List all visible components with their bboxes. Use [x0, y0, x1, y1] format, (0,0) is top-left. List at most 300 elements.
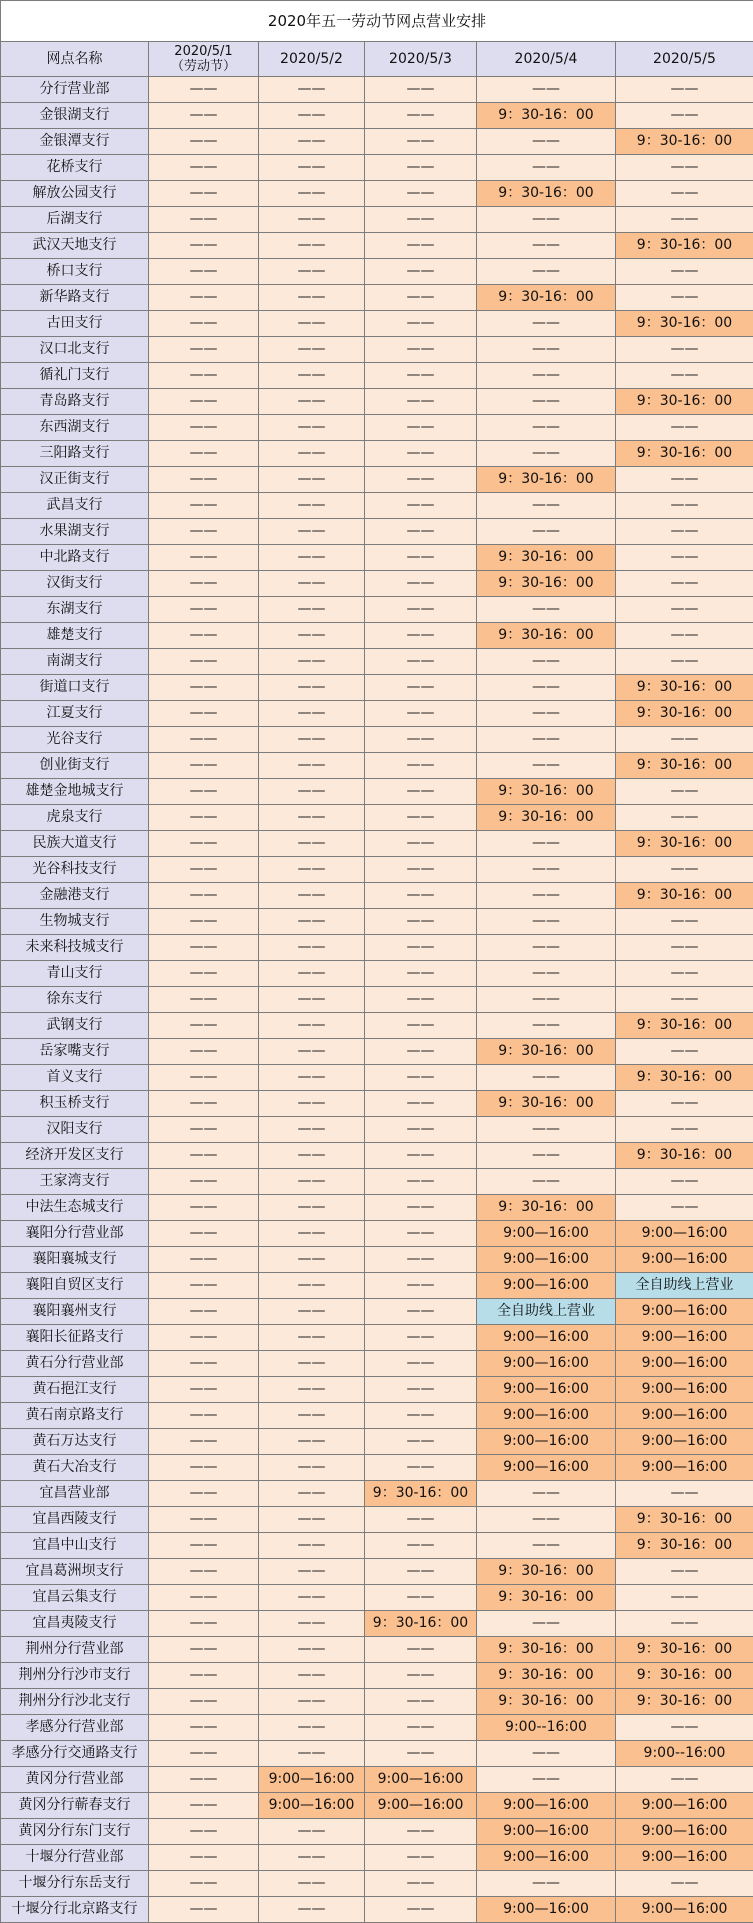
schedule-cell-day-2: —— — [259, 1689, 365, 1715]
table-row — [1, 181, 753, 207]
schedule-cell-day-1: —— — [149, 285, 259, 311]
schedule-cell-day-3: —— — [365, 337, 477, 363]
schedule-cell-day-3: —— — [365, 1117, 477, 1143]
schedule-cell-day-4: 9：30-16：00 — [477, 1637, 616, 1663]
schedule-cell-day-5: 9:00—16:00 — [616, 1377, 753, 1403]
schedule-cell-day-4: —— — [477, 909, 616, 935]
schedule-cell-day-4: —— — [477, 441, 616, 467]
table-row — [1, 311, 753, 337]
schedule-cell-day-2: —— — [259, 1871, 365, 1897]
schedule-cell-day-5: —— — [616, 909, 753, 935]
schedule-cell-day-1: —— — [149, 857, 259, 883]
schedule-cell-day-2: —— — [259, 363, 365, 389]
schedule-cell-day-4: —— — [477, 337, 616, 363]
schedule-cell-day-3: —— — [365, 1325, 477, 1351]
schedule-cell-day-4: —— — [477, 259, 616, 285]
schedule-cell-day-1: —— — [149, 1559, 259, 1585]
schedule-cell-day-3: —— — [365, 155, 477, 181]
table-row — [1, 1715, 753, 1741]
schedule-cell-day-2: —— — [259, 961, 365, 987]
schedule-cell-day-5: 9：30-16：00 — [616, 441, 753, 467]
schedule-cell-day-3: —— — [365, 1429, 477, 1455]
schedule-cell-day-3: —— — [365, 1585, 477, 1611]
schedule-cell-day-1: —— — [149, 181, 259, 207]
table-row — [1, 701, 753, 727]
schedule-cell-day-2: —— — [259, 1611, 365, 1637]
schedule-cell-day-1: —— — [149, 363, 259, 389]
schedule-cell-day-3: —— — [365, 857, 477, 883]
branch-name: 黄冈分行营业部 — [1, 1767, 149, 1793]
schedule-cell-day-3: —— — [365, 493, 477, 519]
schedule-cell-day-4: 9:00—16:00 — [477, 1793, 616, 1819]
schedule-cell-day-1: —— — [149, 311, 259, 337]
table-row — [1, 1793, 753, 1819]
branch-name: 金银湖支行 — [1, 103, 149, 129]
table-row — [1, 259, 753, 285]
schedule-cell-day-4: —— — [477, 701, 616, 727]
schedule-cell-day-5: —— — [616, 961, 753, 987]
title-row — [1, 1, 753, 42]
schedule-cell-day-5: 9：30-16：00 — [616, 675, 753, 701]
schedule-cell-day-1: —— — [149, 1663, 259, 1689]
table-row — [1, 233, 753, 259]
schedule-cell-day-2: —— — [259, 987, 365, 1013]
schedule-cell-day-4: —— — [477, 493, 616, 519]
schedule-cell-day-1: —— — [149, 415, 259, 441]
schedule-cell-day-4: 9:00—16:00 — [477, 1845, 616, 1871]
schedule-cell-day-2: —— — [259, 155, 365, 181]
schedule-cell-day-1: —— — [149, 545, 259, 571]
schedule-cell-day-2: 9:00—16:00 — [259, 1767, 365, 1793]
schedule-cell-day-2: —— — [259, 1637, 365, 1663]
table-row — [1, 129, 753, 155]
schedule-cell-day-4: 9:00—16:00 — [477, 1221, 616, 1247]
schedule-cell-day-1: —— — [149, 649, 259, 675]
schedule-cell-day-3: —— — [365, 519, 477, 545]
branch-name: 岳家嘴支行 — [1, 1039, 149, 1065]
branch-name: 南湖支行 — [1, 649, 149, 675]
schedule-cell-day-2: —— — [259, 1715, 365, 1741]
branch-name: 王家湾支行 — [1, 1169, 149, 1195]
schedule-cell-day-5: —— — [616, 623, 753, 649]
table-row — [1, 1611, 753, 1637]
table-row — [1, 415, 753, 441]
table-row — [1, 831, 753, 857]
schedule-cell-day-3: —— — [365, 129, 477, 155]
schedule-cell-day-5: —— — [616, 1871, 753, 1897]
branch-name: 黄石大冶支行 — [1, 1455, 149, 1481]
schedule-cell-day-5: 9:00—16:00 — [616, 1845, 753, 1871]
schedule-cell-day-3: —— — [365, 987, 477, 1013]
table-row — [1, 1273, 753, 1299]
table-row — [1, 1065, 753, 1091]
branch-name: 水果湖支行 — [1, 519, 149, 545]
schedule-cell-day-4: 9：30-16：00 — [477, 467, 616, 493]
schedule-cell-day-5: —— — [616, 727, 753, 753]
schedule-cell-day-3: —— — [365, 1715, 477, 1741]
header-date-1 — [149, 42, 259, 77]
branch-name: 黄石分行营业部 — [1, 1351, 149, 1377]
table-row — [1, 1143, 753, 1169]
schedule-cell-day-5: —— — [616, 155, 753, 181]
schedule-cell-day-3: —— — [365, 1455, 477, 1481]
schedule-cell-day-4: 9:00—16:00 — [477, 1351, 616, 1377]
schedule-cell-day-2: —— — [259, 649, 365, 675]
schedule-cell-day-3: —— — [365, 181, 477, 207]
schedule-cell-day-3: —— — [365, 623, 477, 649]
schedule-cell-day-3: —— — [365, 1637, 477, 1663]
schedule-cell-day-3: —— — [365, 1663, 477, 1689]
schedule-cell-day-5: 9：30-16：00 — [616, 389, 753, 415]
schedule-cell-day-4: —— — [477, 415, 616, 441]
schedule-cell-day-3: —— — [365, 363, 477, 389]
schedule-cell-day-3: —— — [365, 389, 477, 415]
table-row — [1, 363, 753, 389]
schedule-cell-day-2: —— — [259, 1585, 365, 1611]
branch-name: 黄石万达支行 — [1, 1429, 149, 1455]
schedule-cell-day-5: 9:00—16:00 — [616, 1247, 753, 1273]
branch-name: 民族大道支行 — [1, 831, 149, 857]
schedule-cell-day-2: —— — [259, 1533, 365, 1559]
schedule-cell-day-5: —— — [616, 1481, 753, 1507]
schedule-cell-day-4: —— — [477, 1143, 616, 1169]
schedule-cell-day-2: —— — [259, 1039, 365, 1065]
branch-name: 汉街支行 — [1, 571, 149, 597]
schedule-cell-day-4: 9：30-16：00 — [477, 1585, 616, 1611]
schedule-cell-day-2: —— — [259, 1481, 365, 1507]
schedule-cell-day-4: —— — [477, 1169, 616, 1195]
schedule-cell-day-1: —— — [149, 597, 259, 623]
table-row — [1, 1429, 753, 1455]
branch-name: 金融港支行 — [1, 883, 149, 909]
schedule-cell-day-1: —— — [149, 1455, 259, 1481]
schedule-cell-day-4: —— — [477, 311, 616, 337]
schedule-cell-day-4: 9:00—16:00 — [477, 1247, 616, 1273]
schedule-cell-day-2: —— — [259, 1195, 365, 1221]
branch-name: 宜昌中山支行 — [1, 1533, 149, 1559]
schedule-cell-day-2: —— — [259, 909, 365, 935]
schedule-cell-day-1: —— — [149, 987, 259, 1013]
table-row — [1, 779, 753, 805]
schedule-cell-day-2: —— — [259, 467, 365, 493]
branch-name: 光谷科技支行 — [1, 857, 149, 883]
schedule-cell-day-4: 9:00—16:00 — [477, 1325, 616, 1351]
branch-name: 武昌支行 — [1, 493, 149, 519]
table-row — [1, 1299, 753, 1325]
schedule-cell-day-3: —— — [365, 545, 477, 571]
branch-name: 解放公园支行 — [1, 181, 149, 207]
schedule-cell-day-3: —— — [365, 1897, 477, 1923]
schedule-cell-day-2: —— — [259, 1507, 365, 1533]
schedule-cell-day-3: —— — [365, 1013, 477, 1039]
schedule-cell-day-5: 9:00—16:00 — [616, 1897, 753, 1923]
branch-name: 襄阳自贸区支行 — [1, 1273, 149, 1299]
schedule-cell-day-5: —— — [616, 207, 753, 233]
table-row — [1, 571, 753, 597]
table-row — [1, 1455, 753, 1481]
table-row — [1, 753, 753, 779]
table-row — [1, 675, 753, 701]
schedule-cell-day-5: 9：30-16：00 — [616, 233, 753, 259]
schedule-cell-day-4: 9:00—16:00 — [477, 1273, 616, 1299]
table-row — [1, 207, 753, 233]
table-row — [1, 1169, 753, 1195]
branch-name: 金银潭支行 — [1, 129, 149, 155]
schedule-cell-day-2: —— — [259, 1897, 365, 1923]
schedule-cell-day-4: —— — [477, 1481, 616, 1507]
table-row — [1, 1039, 753, 1065]
table-row — [1, 623, 753, 649]
schedule-cell-day-1: —— — [149, 701, 259, 727]
schedule-cell-day-5: —— — [616, 545, 753, 571]
branch-name: 孝感分行营业部 — [1, 1715, 149, 1741]
schedule-cell-day-4: 9：30-16：00 — [477, 805, 616, 831]
schedule-cell-day-1: —— — [149, 753, 259, 779]
schedule-cell-day-5: 9：30-16：00 — [616, 1143, 753, 1169]
schedule-cell-day-2: —— — [259, 857, 365, 883]
table-row — [1, 103, 753, 129]
schedule-cell-day-2: —— — [259, 1065, 365, 1091]
schedule-cell-day-1: —— — [149, 129, 259, 155]
schedule-cell-day-2: —— — [259, 519, 365, 545]
branch-name: 花桥支行 — [1, 155, 149, 181]
schedule-cell-day-4: 9:00--16:00 — [477, 1715, 616, 1741]
schedule-cell-day-2: —— — [259, 1819, 365, 1845]
schedule-cell-day-3: —— — [365, 1091, 477, 1117]
schedule-cell-day-4: —— — [477, 1533, 616, 1559]
table-row — [1, 909, 753, 935]
schedule-cell-day-3: 9：30-16：00 — [365, 1481, 477, 1507]
branch-name: 黄石南京路支行 — [1, 1403, 149, 1429]
table-row — [1, 467, 753, 493]
schedule-cell-day-1: —— — [149, 1117, 259, 1143]
schedule-cell-day-2: —— — [259, 1013, 365, 1039]
schedule-cell-day-5: 9：30-16：00 — [616, 1637, 753, 1663]
schedule-cell-day-4: —— — [477, 363, 616, 389]
schedule-cell-day-4: 9：30-16：00 — [477, 571, 616, 597]
schedule-cell-day-1: —— — [149, 77, 259, 103]
schedule-cell-day-5: —— — [616, 597, 753, 623]
schedule-cell-day-4: 全自助线上营业 — [477, 1299, 616, 1325]
schedule-cell-day-1: —— — [149, 1351, 259, 1377]
branch-name: 经济开发区支行 — [1, 1143, 149, 1169]
schedule-cell-day-3: —— — [365, 1221, 477, 1247]
table-row — [1, 519, 753, 545]
schedule-cell-day-2: —— — [259, 1325, 365, 1351]
schedule-cell-day-1: —— — [149, 831, 259, 857]
branch-name: 分行营业部 — [1, 77, 149, 103]
schedule-cell-day-5: —— — [616, 493, 753, 519]
schedule-cell-day-1: —— — [149, 571, 259, 597]
schedule-cell-day-1: —— — [149, 1715, 259, 1741]
schedule-cell-day-1: —— — [149, 1247, 259, 1273]
schedule-cell-day-1: —— — [149, 1195, 259, 1221]
table-row — [1, 1741, 753, 1767]
branch-name: 孝感分行交通路支行 — [1, 1741, 149, 1767]
schedule-cell-day-3: —— — [365, 883, 477, 909]
schedule-cell-day-2: —— — [259, 727, 365, 753]
schedule-cell-day-2: —— — [259, 1455, 365, 1481]
schedule-cell-day-1: —— — [149, 1169, 259, 1195]
branch-name: 新华路支行 — [1, 285, 149, 311]
table-row — [1, 1533, 753, 1559]
schedule-cell-day-2: —— — [259, 701, 365, 727]
schedule-cell-day-5: —— — [616, 1169, 753, 1195]
table-row — [1, 805, 753, 831]
schedule-cell-day-4: 9:00—16:00 — [477, 1429, 616, 1455]
schedule-cell-day-4: —— — [477, 597, 616, 623]
schedule-cell-day-5: 9:00—16:00 — [616, 1221, 753, 1247]
schedule-cell-day-3: —— — [365, 571, 477, 597]
schedule-cell-day-5: —— — [616, 77, 753, 103]
schedule-cell-day-5: 9：30-16：00 — [616, 1663, 753, 1689]
schedule-cell-day-5: —— — [616, 363, 753, 389]
table-row — [1, 337, 753, 363]
branch-name: 襄阳襄州支行 — [1, 1299, 149, 1325]
schedule-cell-day-5: 9:00—16:00 — [616, 1793, 753, 1819]
branch-name: 汉阳支行 — [1, 1117, 149, 1143]
schedule-cell-day-2: —— — [259, 1117, 365, 1143]
table-row — [1, 961, 753, 987]
schedule-cell-day-1: —— — [149, 1429, 259, 1455]
table-row — [1, 545, 753, 571]
schedule-cell-day-2: —— — [259, 1741, 365, 1767]
schedule-cell-day-1: —— — [149, 493, 259, 519]
schedule-cell-day-2: —— — [259, 935, 365, 961]
branch-name: 十堰分行东岳支行 — [1, 1871, 149, 1897]
schedule-cell-day-1: —— — [149, 1039, 259, 1065]
schedule-cell-day-2: —— — [259, 1663, 365, 1689]
schedule-cell-day-2: —— — [259, 831, 365, 857]
schedule-cell-day-4: 9：30-16：00 — [477, 181, 616, 207]
branch-name: 宜昌云集支行 — [1, 1585, 149, 1611]
schedule-cell-day-4: 9：30-16：00 — [477, 1195, 616, 1221]
table-row — [1, 597, 753, 623]
branch-name: 宜昌夷陵支行 — [1, 1611, 149, 1637]
branch-name: 桥口支行 — [1, 259, 149, 285]
table-row — [1, 1767, 753, 1793]
schedule-cell-day-5: —— — [616, 181, 753, 207]
schedule-cell-day-1: —— — [149, 961, 259, 987]
table-row — [1, 857, 753, 883]
schedule-cell-day-4: —— — [477, 649, 616, 675]
schedule-cell-day-4: 9：30-16：00 — [477, 1663, 616, 1689]
branch-name: 后湖支行 — [1, 207, 149, 233]
schedule-cell-day-2: —— — [259, 753, 365, 779]
schedule-cell-day-3: —— — [365, 1351, 477, 1377]
schedule-cell-day-4: —— — [477, 961, 616, 987]
schedule-cell-day-4: —— — [477, 883, 616, 909]
schedule-cell-day-3: —— — [365, 103, 477, 129]
schedule-cell-day-3: —— — [365, 1507, 477, 1533]
table-row — [1, 1351, 753, 1377]
schedule-cell-day-2: —— — [259, 545, 365, 571]
schedule-cell-day-1: —— — [149, 1871, 259, 1897]
schedule-cell-day-5: —— — [616, 1195, 753, 1221]
table-row — [1, 1247, 753, 1273]
schedule-cell-day-1: —— — [149, 441, 259, 467]
schedule-cell-day-1: —— — [149, 1325, 259, 1351]
table-row — [1, 883, 753, 909]
branch-name: 中北路支行 — [1, 545, 149, 571]
schedule-cell-day-2: 9:00—16:00 — [259, 1793, 365, 1819]
schedule-cell-day-3: —— — [365, 909, 477, 935]
branch-name: 宜昌西陵支行 — [1, 1507, 149, 1533]
table-row — [1, 1689, 753, 1715]
schedule-cell-day-5: —— — [616, 1091, 753, 1117]
schedule-cell-day-2: —— — [259, 415, 365, 441]
schedule-cell-day-5: 9：30-16：00 — [616, 753, 753, 779]
schedule-cell-day-5: 9:00—16:00 — [616, 1429, 753, 1455]
schedule-cell-day-5: 9:00—16:00 — [616, 1403, 753, 1429]
branch-name: 循礼门支行 — [1, 363, 149, 389]
schedule-cell-day-4: —— — [477, 77, 616, 103]
branch-name: 宜昌营业部 — [1, 1481, 149, 1507]
schedule-cell-day-5: 9：30-16：00 — [616, 1013, 753, 1039]
schedule-cell-day-4: 9：30-16：00 — [477, 103, 616, 129]
branch-name: 东湖支行 — [1, 597, 149, 623]
schedule-cell-day-3: —— — [365, 779, 477, 805]
schedule-cell-day-3: —— — [365, 259, 477, 285]
schedule-cell-day-2: —— — [259, 623, 365, 649]
schedule-cell-day-4: —— — [477, 857, 616, 883]
schedule-cell-day-3: —— — [365, 805, 477, 831]
header-date-3: 2020/5/3 — [365, 42, 477, 77]
header-branch-name: 网点名称 — [1, 42, 149, 77]
table-row — [1, 1377, 753, 1403]
schedule-cell-day-3: —— — [365, 285, 477, 311]
schedule-cell-day-4: 9：30-16：00 — [477, 1559, 616, 1585]
schedule-cell-day-3: —— — [365, 1741, 477, 1767]
schedule-cell-day-5: 9：30-16：00 — [616, 1065, 753, 1091]
schedule-cell-day-2: —— — [259, 1169, 365, 1195]
schedule-cell-day-1: —— — [149, 1767, 259, 1793]
schedule-cell-day-2: —— — [259, 597, 365, 623]
schedule-cell-day-1: —— — [149, 727, 259, 753]
schedule-cell-day-1: —— — [149, 623, 259, 649]
table-row — [1, 1845, 753, 1871]
table-row — [1, 1481, 753, 1507]
branch-name: 荆州分行营业部 — [1, 1637, 149, 1663]
branch-name: 雄楚金地城支行 — [1, 779, 149, 805]
schedule-cell-day-2: —— — [259, 1429, 365, 1455]
branch-name: 青山支行 — [1, 961, 149, 987]
schedule-cell-day-3: —— — [365, 753, 477, 779]
schedule-cell-day-3: —— — [365, 1871, 477, 1897]
branch-name: 襄阳长征路支行 — [1, 1325, 149, 1351]
table-row — [1, 1013, 753, 1039]
schedule-cell-day-2: —— — [259, 311, 365, 337]
schedule-cell-day-3: —— — [365, 1247, 477, 1273]
schedule-cell-day-2: —— — [259, 129, 365, 155]
table-row — [1, 1871, 753, 1897]
schedule-cell-day-4: 9:00—16:00 — [477, 1377, 616, 1403]
table-row — [1, 1897, 753, 1923]
schedule-cell-day-5: —— — [616, 467, 753, 493]
schedule-cell-day-4: —— — [477, 1013, 616, 1039]
branch-name: 襄阳分行营业部 — [1, 1221, 149, 1247]
table-row — [1, 1637, 753, 1663]
schedule-cell-day-5: —— — [616, 285, 753, 311]
schedule-cell-day-5: —— — [616, 571, 753, 597]
schedule-cell-day-2: —— — [259, 1377, 365, 1403]
schedule-cell-day-5: —— — [616, 649, 753, 675]
schedule-cell-day-1: —— — [149, 1819, 259, 1845]
schedule-cell-day-3: —— — [365, 1377, 477, 1403]
schedule-cell-day-3: —— — [365, 831, 477, 857]
schedule-cell-day-1: —— — [149, 1897, 259, 1923]
branch-name: 虎泉支行 — [1, 805, 149, 831]
